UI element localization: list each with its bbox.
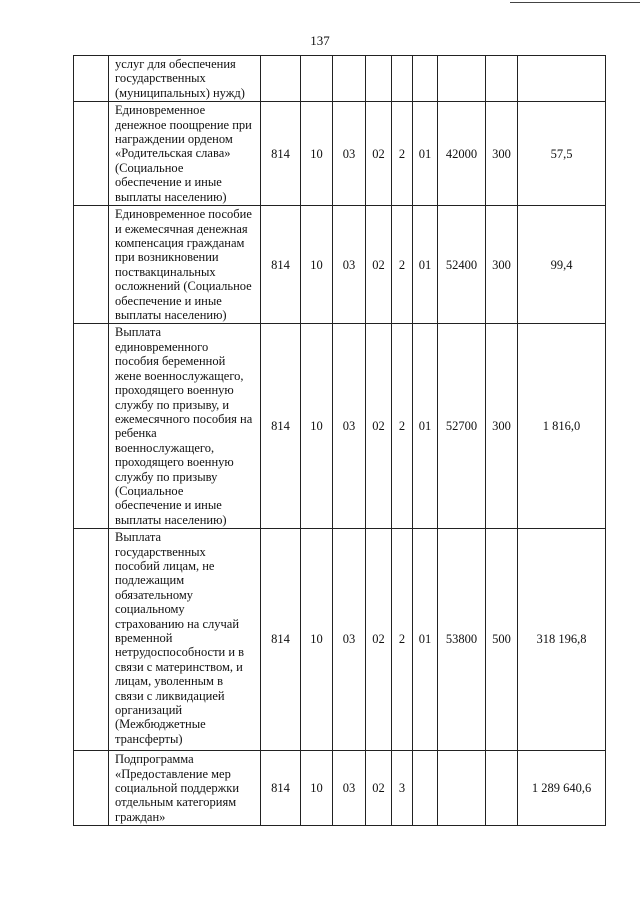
- expense-type-cell: [486, 56, 518, 102]
- target-code-cell: [438, 751, 486, 826]
- subprogram-type-cell: 2: [392, 206, 413, 324]
- amount-cell: 99,4: [518, 206, 606, 324]
- expense-type-cell: [486, 751, 518, 826]
- expense-type-cell: 300: [486, 206, 518, 324]
- expense-type-cell: 500: [486, 529, 518, 751]
- section-code-cell: 10: [301, 751, 333, 826]
- target-code-cell: 52700: [438, 324, 486, 529]
- program-code-cell: 02: [366, 529, 392, 751]
- left-margin-cell: [74, 102, 109, 206]
- target-code-cell: 52400: [438, 206, 486, 324]
- subprogram-type-cell: 2: [392, 324, 413, 529]
- amount-cell: 57,5: [518, 102, 606, 206]
- section-code-cell: 10: [301, 102, 333, 206]
- row-name-cell: услуг для обеспечения государственных (муниципальных) нужд): [109, 56, 261, 102]
- left-margin-cell: [74, 206, 109, 324]
- row-name-cell: Выплата единовременного пособия беременной жене военнослужащего, проходящего военную службу по призыву, и ежемесячного пособия на ребенка военнослужащего, проходящего военную службу по призыву (Социальное обеспечение и иные выплаты населению): [109, 324, 261, 529]
- ministry-code-cell: 814: [261, 529, 301, 751]
- subprogram-type-cell: 2: [392, 102, 413, 206]
- subprogram-type-cell: 2: [392, 529, 413, 751]
- program-code-cell: 02: [366, 206, 392, 324]
- amount-cell: 1 289 640,6: [518, 751, 606, 826]
- row-name-cell: Единовременное денежное поощрение при награждении орденом «Родительская слава» (Социальное обеспечение и иные выплаты населению): [109, 102, 261, 206]
- expense-type-cell: 300: [486, 324, 518, 529]
- table-row: [74, 56, 606, 102]
- table-row: [74, 529, 606, 751]
- direction-code-cell: [413, 751, 438, 826]
- left-margin-cell: [74, 529, 109, 751]
- table-row: [74, 206, 606, 324]
- direction-code-cell: [413, 56, 438, 102]
- subsection-code-cell: 03: [333, 751, 366, 826]
- left-margin-cell: [74, 324, 109, 529]
- target-code-cell: 42000: [438, 102, 486, 206]
- page-number: 137: [310, 33, 330, 48]
- direction-code-cell: 01: [413, 206, 438, 324]
- subsection-code-cell: 03: [333, 529, 366, 751]
- amount-cell: 318 196,8: [518, 529, 606, 751]
- ministry-code-cell: [261, 56, 301, 102]
- subsection-code-cell: 03: [333, 206, 366, 324]
- ministry-code-cell: 814: [261, 102, 301, 206]
- program-code-cell: 02: [366, 324, 392, 529]
- program-code-cell: 02: [366, 102, 392, 206]
- table-body: [74, 56, 606, 826]
- row-name-cell: Подпрограмма «Предоставление мер социальной поддержки отдельным категориям граждан»: [109, 751, 261, 826]
- left-margin-cell: [74, 751, 109, 826]
- ministry-code-cell: 814: [261, 751, 301, 826]
- row-name-cell: Единовременное пособие и ежемесячная денежная компенсация гражданам при возникновении поствакцинальных осложнений (Социальное обеспечение и иные выплаты населению): [109, 206, 261, 324]
- amount-cell: 1 816,0: [518, 324, 606, 529]
- table-row: [74, 324, 606, 529]
- section-code-cell: 10: [301, 206, 333, 324]
- section-code-cell: 10: [301, 529, 333, 751]
- subsection-code-cell: 03: [333, 324, 366, 529]
- direction-code-cell: 01: [413, 102, 438, 206]
- direction-code-cell: 01: [413, 529, 438, 751]
- subsection-code-cell: 03: [333, 102, 366, 206]
- amount-cell: [518, 56, 606, 102]
- subprogram-type-cell: 3: [392, 751, 413, 826]
- ministry-code-cell: 814: [261, 206, 301, 324]
- subsection-code-cell: [333, 56, 366, 102]
- expense-type-cell: 300: [486, 102, 518, 206]
- table-row: [74, 102, 606, 206]
- budget-table: [73, 55, 606, 826]
- header-rule: [510, 2, 640, 3]
- program-code-cell: 02: [366, 751, 392, 826]
- ministry-code-cell: 814: [261, 324, 301, 529]
- table-row: [74, 751, 606, 826]
- left-margin-cell: [74, 56, 109, 102]
- direction-code-cell: 01: [413, 324, 438, 529]
- target-code-cell: 53800: [438, 529, 486, 751]
- section-code-cell: 10: [301, 324, 333, 529]
- subprogram-type-cell: [392, 56, 413, 102]
- program-code-cell: [366, 56, 392, 102]
- row-name-cell: Выплата государственных пособий лицам, не подлежащим обязательному социальному страхованию на случай временной нетрудоспособности и в связи с материнством, и лицам, уволенным в связи с ликвидацией организаций (Межбюджетные трансферты): [109, 529, 261, 751]
- section-code-cell: [301, 56, 333, 102]
- target-code-cell: [438, 56, 486, 102]
